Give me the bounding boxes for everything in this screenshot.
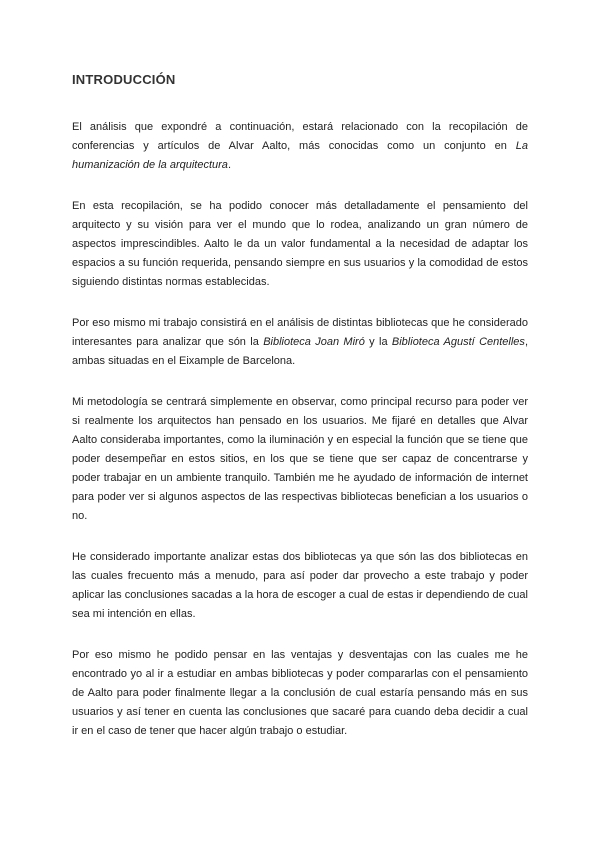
- document-body: [72, 118, 528, 763]
- paragraph-text: En esta recopilación, se ha podido conocer más detalladamente el pensamiento del arquitecto y su visión para ver el mundo que lo rodea, analizando un gran número de aspectos imprescindibles. Aalto le da un valor fundamental a la necesidad de adaptar los espacios a su función requerida, pensando siempre en sus usuarios y la comodidad de estos siguiendo distintas normas establecidas.: [72, 200, 528, 288]
- italic-text: La humanización de la arquitectura: [72, 140, 528, 171]
- italic-text: Biblioteca Agustí Centelles: [391, 336, 525, 348]
- paragraph-text: Por eso mismo he podido pensar en las ventajas y desventajas con las cuales me he encontrado yo al ir a estudiar en ambas bibliotecas y poder compararlas con el pensamiento de Aalto para poder finalmente llegar a la conclusión de cual estaría pensando más en sus usuarios y así tener en cuenta las conclusiones que sacaré para cuando deba decidir a cual ir en el caso de tener que hacer algún trabajo o estudiar.: [72, 649, 528, 737]
- paragraph-text: El análisis que expondré a continuación, estará relacionado con la recopilación de conferencias y artículos de Alvar Aalto, más conocidas como un conjunto en: [72, 121, 528, 152]
- italic-text: Biblioteca Joan Miró: [263, 336, 365, 348]
- paragraph: [72, 646, 528, 741]
- paragraph-text: , ambas situadas en el Eixample de Barcelona.: [72, 336, 528, 367]
- paragraph: [72, 314, 528, 371]
- paragraph-text: He considerado importante analizar estas dos bibliotecas ya que són las dos bibliotecas en las cuales frecuento más a menudo, para así poder dar provecho a este trabajo y poder aplicar las conclusiones sacadas a la hora de escoger a cual de estas ir dependiendo de cual sea mi intención en ellas.: [72, 551, 528, 620]
- paragraph: [72, 393, 528, 526]
- paragraph-text: .: [227, 159, 231, 171]
- paragraph: [72, 197, 528, 292]
- paragraph: [72, 118, 528, 175]
- paragraph-text: Mi metodología se centrará simplemente en observar, como principal recurso para poder ver si realmente los arquitectos han pensado en los usuarios. Me fijaré en detalles que Alvar Aalto consideraba importantes, como la iluminación y en especial la función que se tiene que poder desempeñar en estos sitios, en los que se tiene que ser capaz de concentrarse y poder trabajar en un ambiente tranquilo. También me he ayudado de información de internet para poder ver si algunos aspectos de las respectivas bibliotecas benefician a los usuarios o no.: [72, 396, 528, 522]
- paragraph-text: Por eso mismo mi trabajo consistirá en el análisis de distintas bibliotecas que he considerado interesantes para analizar que són la: [72, 317, 528, 348]
- page-title: INTRODUCCIÓN: [72, 72, 176, 87]
- paragraph-text: y la: [364, 336, 392, 348]
- paragraph: [72, 548, 528, 624]
